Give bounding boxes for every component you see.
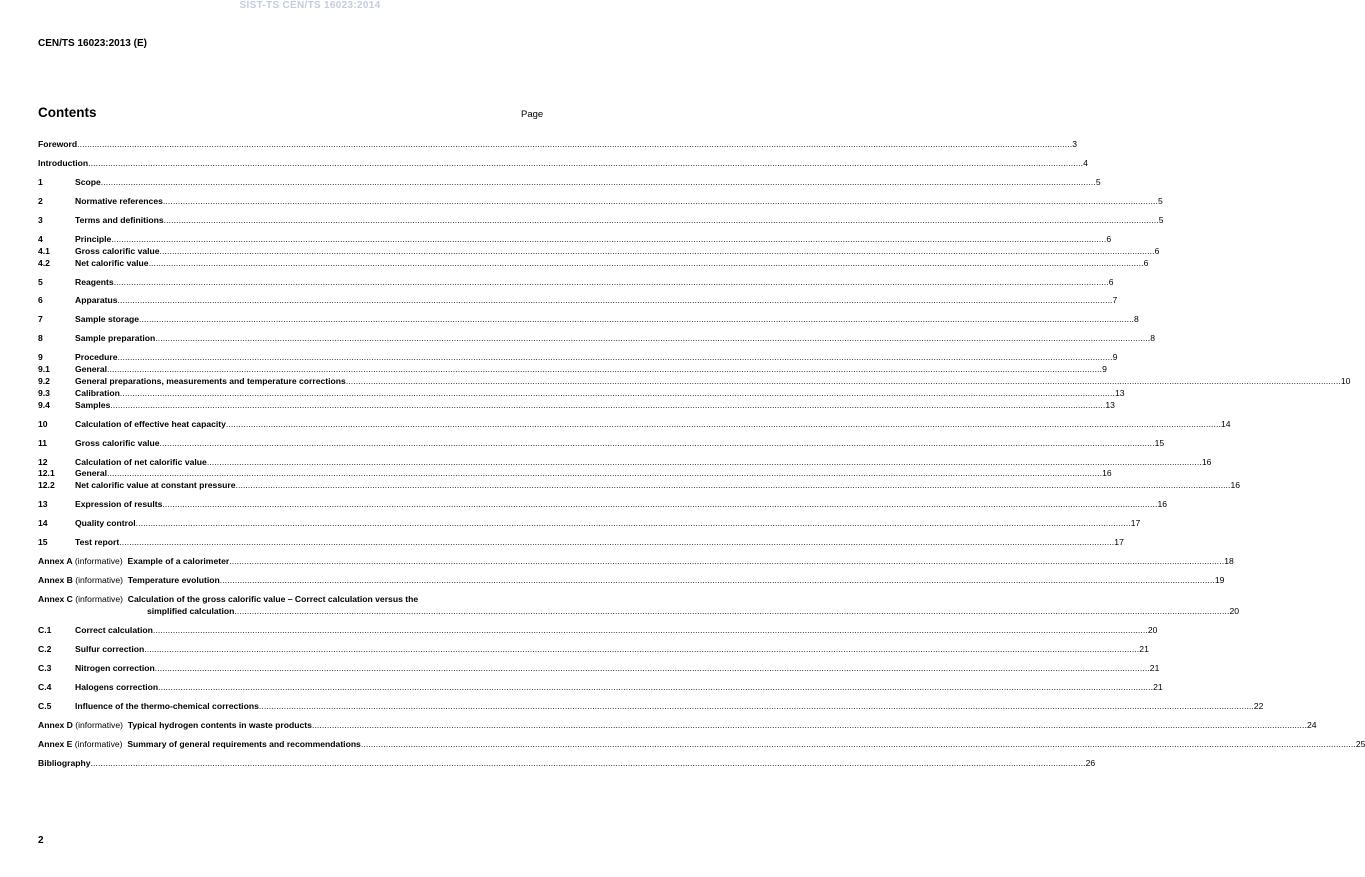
toc-annex-entry-continued[interactable] bbox=[38, 605, 1239, 618]
toc-entry-page: 8 bbox=[1150, 333, 1156, 344]
toc-entry-page: 10 bbox=[1340, 376, 1351, 387]
toc-entry[interactable] bbox=[38, 245, 1160, 258]
toc-entry[interactable] bbox=[38, 537, 1124, 549]
toc-entry[interactable] bbox=[38, 157, 1088, 170]
toc-entry-page: 14 bbox=[1220, 418, 1231, 429]
toc-entry-number: 2 bbox=[38, 195, 43, 206]
toc-entry-title-text: Foreword bbox=[38, 139, 78, 149]
toc-entry-number: 12 bbox=[38, 456, 48, 467]
toc-entry-page: 5 bbox=[1095, 176, 1101, 187]
toc-entry-title bbox=[75, 234, 1106, 246]
toc-entry-title bbox=[38, 594, 546, 606]
document-id: CEN/TS 16023:2013 (E) bbox=[38, 38, 147, 49]
toc-entry-title-text: Halogens correction bbox=[75, 681, 159, 692]
toc-entry-page: 5 bbox=[1157, 195, 1163, 206]
annex-label: Annex E bbox=[38, 738, 73, 749]
toc-entry[interactable] bbox=[38, 195, 1163, 208]
toc-entry-page: 20 bbox=[1147, 624, 1158, 635]
toc-entry-number: 15 bbox=[38, 537, 48, 548]
dot-leader: ................................................................................................................................................................................................................................................................................................................................................................................................................ bbox=[162, 195, 1158, 206]
toc-entry[interactable] bbox=[38, 276, 1114, 289]
toc-entry-title-text: Calculation of the gross calorific value – Correct calculation versus the bbox=[127, 594, 419, 605]
toc-entry-page: 24 bbox=[1307, 719, 1317, 730]
toc-entry-title-text: Scope bbox=[75, 176, 101, 187]
toc-entry-title bbox=[75, 277, 1109, 289]
toc-annex-entry[interactable] bbox=[38, 738, 1365, 751]
toc-annex-entry[interactable] bbox=[38, 575, 1225, 587]
toc-entry[interactable] bbox=[38, 176, 1101, 189]
toc-entry-title-text: Principle bbox=[75, 233, 112, 244]
toc-entry-page: 8 bbox=[1134, 314, 1139, 325]
toc-entry-title-text: Calculation of effective heat capacity bbox=[75, 418, 226, 429]
toc-entry-page: 16 bbox=[1201, 456, 1212, 467]
toc-entry-title bbox=[75, 499, 1157, 511]
dot-leader: ................................................................................................................................................................................................................................................................................................................................................................................................................ bbox=[163, 214, 1159, 225]
toc-entry-title bbox=[75, 663, 1150, 675]
toc-entry-title bbox=[75, 537, 1114, 549]
toc-entry[interactable] bbox=[38, 418, 1231, 431]
toc-entry-number: 12.1 bbox=[38, 468, 55, 479]
toc-entry-number: 9.1 bbox=[38, 364, 50, 375]
toc-entry-number: C.1 bbox=[38, 624, 52, 635]
toc-entry-title-text: simplified calculation bbox=[147, 605, 235, 616]
toc-entry-page: 17 bbox=[1114, 537, 1124, 548]
toc-entry-number: 12.2 bbox=[38, 480, 55, 491]
toc-entry-page: 18 bbox=[1224, 556, 1234, 567]
toc-entry[interactable] bbox=[38, 624, 1158, 637]
toc-entry-title-text: General bbox=[75, 468, 108, 479]
watermark: SIST-TS CEN/TS 16023:2014 bbox=[239, 0, 381, 11]
toc-entry-page: 19 bbox=[1214, 575, 1225, 586]
table-of-contents bbox=[38, 139, 1365, 770]
dot-leader: ................................................................................................................................................................................................................................................................................................................................................................................................................ bbox=[111, 233, 1107, 244]
toc-entry-number: 14 bbox=[38, 518, 48, 529]
toc-entry[interactable] bbox=[38, 352, 1118, 364]
toc-entry[interactable] bbox=[38, 139, 1077, 151]
toc-entry-page: 6 bbox=[1108, 276, 1114, 287]
toc-entry-number: 4.2 bbox=[38, 257, 50, 268]
toc-entry-title bbox=[75, 314, 1134, 326]
toc-entry[interactable] bbox=[38, 468, 1112, 480]
toc-entry-title bbox=[75, 376, 1341, 388]
toc-entry-title bbox=[75, 333, 1150, 345]
toc-entry-title bbox=[75, 419, 1221, 431]
toc-entry-title-text: Samples bbox=[75, 399, 111, 410]
annex-label: Annex C bbox=[38, 594, 73, 605]
dot-leader: ................................................................................................................................................................................................................................................................................................................................................................................................................ bbox=[152, 624, 1148, 635]
toc-entry[interactable] bbox=[38, 456, 1212, 469]
dot-leader: ................................................................................................................................................................................................................................................................................................................................................................................................................ bbox=[159, 245, 1155, 256]
toc-entry-title bbox=[75, 352, 1113, 364]
dot-leader: ................................................................................................................................................................................................................................................................................................................................................................................................................ bbox=[117, 352, 1113, 363]
toc-entry-title bbox=[38, 556, 1224, 568]
toc-entry-title bbox=[38, 139, 1072, 151]
toc-entry-number: 10 bbox=[38, 418, 48, 429]
dot-leader: ................................................................................................................................................................................................................................................................................................................................................................................................................ bbox=[219, 575, 1215, 586]
dot-leader: ................................................................................................................................................................................................................................................................................................................................................................................................................ bbox=[135, 518, 1131, 529]
toc-entry-title bbox=[75, 177, 1096, 189]
toc-entry-page: 16 bbox=[1230, 480, 1241, 491]
annex-type: (informative) bbox=[72, 575, 128, 586]
toc-entry-number: 3 bbox=[38, 214, 43, 225]
toc-entry[interactable] bbox=[38, 681, 1163, 694]
toc-entry-title-text: Net calorific value at constant pressure bbox=[75, 480, 236, 491]
toc-entry-number: 5 bbox=[38, 276, 43, 287]
toc-entry-title-text: Temperature evolution bbox=[127, 575, 220, 586]
toc-entry-page: 13 bbox=[1114, 387, 1125, 398]
toc-entry[interactable] bbox=[38, 376, 1351, 388]
toc-entry-number: 1 bbox=[38, 176, 43, 187]
toc-entry-page: 21 bbox=[1153, 681, 1163, 692]
toc-entry-page: 17 bbox=[1130, 518, 1141, 529]
dot-leader: ................................................................................................................................................................................................................................................................................................................................................................................................................ bbox=[110, 399, 1106, 410]
toc-entry-title bbox=[75, 246, 1155, 258]
toc-entry[interactable] bbox=[38, 214, 1164, 227]
toc-entry-title bbox=[38, 758, 1086, 770]
toc-entry-title bbox=[38, 575, 1215, 587]
toc-annex-entry[interactable] bbox=[38, 556, 1234, 568]
toc-entry-number: C.5 bbox=[38, 700, 52, 711]
toc-entry-title bbox=[38, 158, 1083, 170]
toc-entry-title bbox=[75, 215, 1159, 227]
toc-entry-page: 9 bbox=[1112, 352, 1118, 363]
dot-leader: ................................................................................................................................................................................................................................................................................................................................................................................................................ bbox=[77, 139, 1073, 149]
toc-entry[interactable] bbox=[38, 480, 1241, 492]
toc-entry[interactable] bbox=[38, 499, 1168, 511]
toc-entry[interactable] bbox=[38, 437, 1165, 450]
dot-leader: ................................................................................................................................................................................................................................................................................................................................................................................................................ bbox=[117, 295, 1113, 306]
toc-entry-title bbox=[75, 480, 1231, 492]
toc-entry-title-text: Net calorific value bbox=[75, 257, 149, 268]
toc-entry[interactable] bbox=[38, 399, 1115, 412]
toc-entry-page: 16 bbox=[1102, 468, 1112, 479]
toc-entry-title-text: Example of a calorimeter bbox=[127, 556, 230, 567]
toc-entry-title-text: Influence of the thermo-chemical corrections bbox=[75, 700, 259, 711]
toc-entry[interactable] bbox=[38, 257, 1149, 270]
toc-entry-title-text: Quality control bbox=[75, 518, 136, 529]
toc-entry-title-text: Apparatus bbox=[75, 295, 118, 306]
toc-entry-title bbox=[75, 644, 1139, 656]
toc-entry-title bbox=[75, 364, 1102, 376]
toc-entry-page: 22 bbox=[1253, 700, 1264, 711]
toc-entry-title-text: Expression of results bbox=[75, 499, 163, 510]
toc-entry-page: 6 bbox=[1106, 233, 1112, 244]
dot-leader: ................................................................................................................................................................................................................................................................................................................................................................................................................ bbox=[225, 418, 1221, 429]
annex-type: (informative) bbox=[72, 594, 128, 605]
toc-entry-page: 15 bbox=[1154, 437, 1165, 448]
toc-entry-page: 3 bbox=[1072, 139, 1077, 149]
dot-leader: ................................................................................................................................................................................................................................................................................................................................................................................................................ bbox=[162, 499, 1158, 510]
toc-entry-title-text: Nitrogen correction bbox=[75, 662, 155, 673]
toc-entry-title bbox=[75, 518, 1131, 530]
annex-type: (informative) bbox=[72, 738, 128, 749]
toc-annex-entry[interactable] bbox=[38, 719, 1317, 732]
dot-leader: ................................................................................................................................................................................................................................................................................................................................................................................................................ bbox=[88, 157, 1084, 168]
toc-entry-title-text: Reagents bbox=[75, 276, 114, 287]
toc-entry-page: 5 bbox=[1158, 214, 1164, 225]
toc-entry-page: 16 bbox=[1157, 499, 1168, 510]
toc-entry-page: 4 bbox=[1083, 157, 1088, 168]
toc-entry-title-text: Test report bbox=[75, 537, 120, 548]
toc-entry[interactable] bbox=[38, 643, 1149, 656]
toc-entry[interactable] bbox=[38, 662, 1160, 675]
toc-entry-page: 9 bbox=[1102, 364, 1107, 375]
toc-entry-title bbox=[75, 468, 1102, 480]
toc-entry-title bbox=[75, 400, 1105, 412]
dot-leader: ................................................................................................................................................................................................................................................................................................................................................................................................................ bbox=[107, 468, 1103, 479]
toc-annex-entry[interactable] bbox=[38, 594, 546, 606]
dot-leader: ................................................................................................................................................................................................................................................................................................................................................................................................................ bbox=[154, 662, 1150, 673]
toc-entry-title bbox=[75, 701, 1254, 713]
toc-entry-title-text: Sulfur correction bbox=[75, 643, 145, 654]
annex-type: (informative) bbox=[72, 719, 128, 730]
toc-entry-title-text: Bibliography bbox=[38, 757, 91, 768]
toc-entry-number: 4 bbox=[38, 233, 43, 244]
dot-leader: ................................................................................................................................................................................................................................................................................................................................................................................................................ bbox=[139, 314, 1135, 325]
toc-entry-title bbox=[38, 720, 1307, 732]
toc-entry-page: 20 bbox=[1229, 605, 1239, 616]
toc-entry[interactable] bbox=[38, 295, 1118, 307]
page-column-label: Page bbox=[521, 109, 544, 120]
toc-entry-page: 21 bbox=[1139, 643, 1149, 654]
toc-entry-page: 25 bbox=[1355, 738, 1365, 749]
toc-entry-title-text: Gross calorific value bbox=[75, 245, 160, 256]
toc-entry-title-text: Procedure bbox=[75, 352, 118, 363]
annex-type: (informative) bbox=[72, 556, 128, 567]
toc-entry[interactable] bbox=[38, 700, 1264, 713]
contents-title: Contents bbox=[38, 105, 97, 120]
dot-leader: ................................................................................................................................................................................................................................................................................................................................................................................................................ bbox=[159, 437, 1155, 448]
toc-entry-title bbox=[38, 606, 1229, 618]
dot-leader: ................................................................................................................................................................................................................................................................................................................................................................................................................ bbox=[113, 276, 1109, 287]
toc-entry-title-text: General bbox=[75, 364, 108, 375]
dot-leader: ................................................................................................................................................................................................................................................................................................................................................................................................................ bbox=[119, 387, 1115, 398]
toc-entry-title-text: Gross calorific value bbox=[75, 437, 160, 448]
toc-entry-title-text: Typical hydrogen contents in waste products bbox=[127, 719, 312, 730]
toc-entry-title-text: Sample preparation bbox=[75, 333, 156, 344]
toc-entry-number: C.2 bbox=[38, 643, 52, 654]
toc-entry-number: 9.3 bbox=[38, 387, 50, 398]
toc-entry-page: 6 bbox=[1154, 245, 1160, 256]
toc-entry-title bbox=[75, 258, 1144, 270]
dot-leader: ................................................................................................................................................................................................................................................................................................................................................................................................................ bbox=[107, 364, 1103, 375]
toc-entry[interactable] bbox=[38, 387, 1125, 400]
toc-entry-title-text: Calculation of net calorific value bbox=[75, 456, 207, 467]
toc-entry-title bbox=[75, 295, 1113, 307]
toc-entry-number: 7 bbox=[38, 314, 43, 325]
toc-bibliography-entry[interactable] bbox=[38, 757, 1096, 770]
toc-entry-title-text: Sample storage bbox=[75, 314, 139, 325]
toc-entry-page: 7 bbox=[1112, 295, 1118, 306]
toc-entry-title-text: Calibration bbox=[75, 387, 120, 398]
toc-entry-title-text: Introduction bbox=[38, 157, 89, 168]
dot-leader: ................................................................................................................................................................................................................................................................................................................................................................................................................ bbox=[90, 757, 1086, 768]
annex-label: Annex D bbox=[38, 719, 73, 730]
page-number: 2 bbox=[38, 835, 44, 846]
dot-leader: ................................................................................................................................................................................................................................................................................................................................................................................................................ bbox=[345, 376, 1341, 387]
dot-leader: ................................................................................................................................................................................................................................................................................................................................................................................................................ bbox=[234, 605, 1230, 616]
annex-label: Annex B bbox=[38, 575, 73, 586]
toc-entry-number: 6 bbox=[38, 295, 43, 306]
dot-leader: ................................................................................................................................................................................................................................................................................................................................................................................................................ bbox=[229, 556, 1225, 567]
toc-entry-title bbox=[75, 196, 1158, 208]
dot-leader: ................................................................................................................................................................................................................................................................................................................................................................................................................ bbox=[148, 257, 1144, 268]
toc-entry-page: 6 bbox=[1143, 257, 1149, 268]
toc-entry[interactable] bbox=[38, 518, 1141, 530]
toc-entry-title-text: Correct calculation bbox=[75, 624, 153, 635]
toc-entry-page: 21 bbox=[1149, 662, 1160, 673]
dot-leader: ................................................................................................................................................................................................................................................................................................................................................................................................................ bbox=[311, 719, 1307, 730]
dot-leader: ................................................................................................................................................................................................................................................................................................................................................................................................................ bbox=[360, 738, 1356, 749]
toc-entry-title-text: Normative references bbox=[75, 195, 163, 206]
dot-leader: ................................................................................................................................................................................................................................................................................................................................................................................................................ bbox=[119, 537, 1115, 548]
dot-leader: ................................................................................................................................................................................................................................................................................................................................................................................................................ bbox=[100, 176, 1096, 187]
toc-entry-page: 26 bbox=[1085, 757, 1096, 768]
toc-entry-number: 9 bbox=[38, 352, 43, 363]
toc-entry[interactable] bbox=[38, 333, 1156, 345]
toc-entry[interactable] bbox=[38, 233, 1112, 246]
toc-entry-title bbox=[38, 739, 1356, 751]
toc-entry-number: C.3 bbox=[38, 662, 52, 673]
toc-entry-title bbox=[75, 438, 1155, 450]
dot-leader: ................................................................................................................................................................................................................................................................................................................................................................................................................ bbox=[258, 700, 1254, 711]
toc-entry-number: 9.2 bbox=[38, 376, 50, 387]
dot-leader: ................................................................................................................................................................................................................................................................................................................................................................................................................ bbox=[144, 643, 1140, 654]
toc-entry-title bbox=[75, 457, 1202, 469]
toc-entry-title-text: General preparations, measurements and temperature corrections bbox=[75, 376, 346, 387]
toc-entry-number: 11 bbox=[38, 437, 48, 448]
toc-entry[interactable] bbox=[38, 314, 1139, 326]
annex-label: Annex A bbox=[38, 556, 73, 567]
toc-entry-title bbox=[75, 388, 1115, 400]
toc-entry-number: 13 bbox=[38, 499, 48, 510]
toc-entry[interactable] bbox=[38, 364, 1107, 376]
dot-leader: ................................................................................................................................................................................................................................................................................................................................................................................................................ bbox=[235, 480, 1231, 491]
toc-entry-number: 9.4 bbox=[38, 399, 50, 410]
toc-entry-title bbox=[75, 682, 1153, 694]
toc-entry-number: C.4 bbox=[38, 681, 52, 692]
dot-leader: ................................................................................................................................................................................................................................................................................................................................................................................................................ bbox=[206, 456, 1202, 467]
dot-leader: ................................................................................................................................................................................................................................................................................................................................................................................................................ bbox=[158, 681, 1154, 692]
toc-entry-title-text: Summary of general requirements and recommendations bbox=[127, 738, 361, 749]
toc-entry-number: 4.1 bbox=[38, 245, 50, 256]
toc-entry-page: 13 bbox=[1105, 399, 1115, 410]
toc-entry-title-text: Terms and definitions bbox=[75, 214, 164, 225]
dot-leader: ................................................................................................................................................................................................................................................................................................................................................................................................................ bbox=[155, 333, 1151, 344]
toc-entry-number: 8 bbox=[38, 333, 43, 344]
toc-entry-title bbox=[75, 625, 1148, 637]
